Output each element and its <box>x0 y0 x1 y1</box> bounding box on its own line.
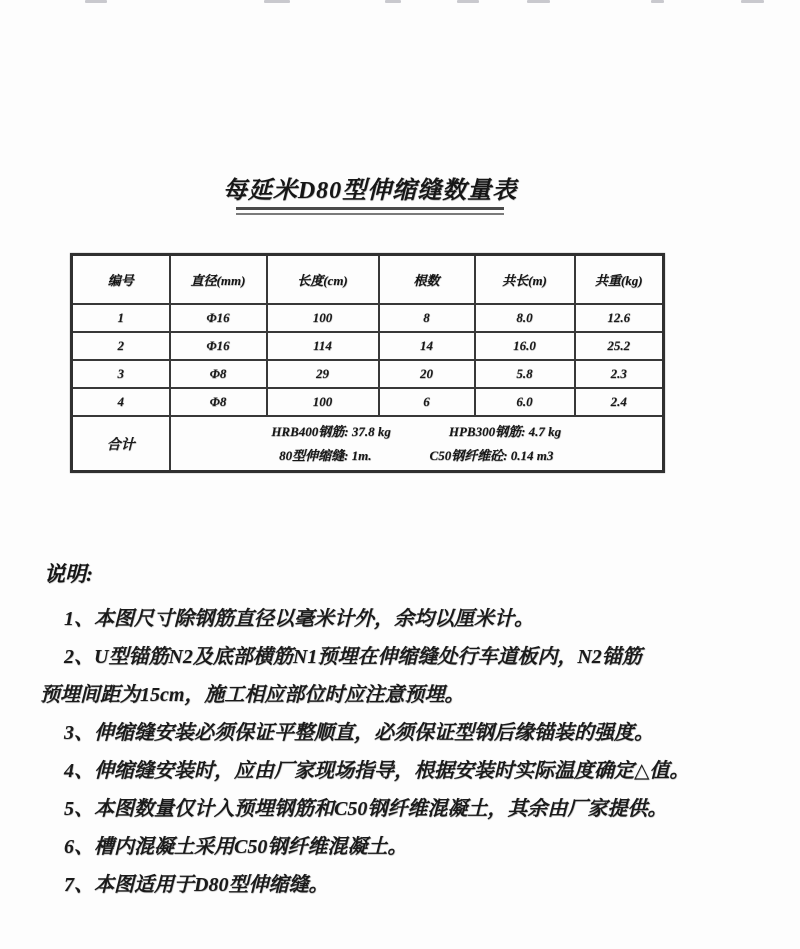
table-cell: 4 <box>72 388 170 416</box>
scan-artifact-mark <box>457 0 479 3</box>
table-cell: 29 <box>267 360 379 388</box>
table-cell: 25.2 <box>575 332 664 360</box>
table-cell: Φ8 <box>170 360 267 388</box>
table-cell: 3 <box>72 360 170 388</box>
header-cell-number: 编号 <box>72 255 170 305</box>
scan-artifact-mark <box>651 0 664 3</box>
scan-artifact-mark <box>264 0 290 3</box>
table-header-row <box>72 255 664 305</box>
table-row <box>72 304 664 332</box>
table-cell: Φ8 <box>170 388 267 416</box>
table-row <box>72 388 664 416</box>
summary-label-cell: 合计 <box>72 416 170 472</box>
table-row <box>72 360 664 388</box>
table-cell: Φ16 <box>170 304 267 332</box>
title-underline <box>236 207 504 210</box>
note-line-5: 5、本图数量仅计入预埋钢筋和C50钢纤维混凝土，其余由厂家提供。 <box>64 798 668 820</box>
table-summary-row <box>72 416 664 472</box>
table-cell: 2 <box>72 332 170 360</box>
scan-artifact-mark <box>85 0 107 3</box>
summary-line-2 <box>171 444 663 468</box>
table-row <box>72 332 664 360</box>
summary-concrete: C50钢纤维砼: 0.14 m3 <box>429 447 554 463</box>
note-line-6: 6、槽内混凝土采用C50钢纤维混凝土。 <box>64 836 408 858</box>
scan-artifact-mark <box>741 0 764 3</box>
table-cell: 16.0 <box>475 332 575 360</box>
notes-heading: 说明: <box>44 562 93 586</box>
note-line-1: 1、本图尺寸除钢筋直径以毫米计外，余均以厘米计。 <box>64 608 534 630</box>
header-cell-total-weight: 共重(kg) <box>575 255 664 305</box>
table-cell: 8.0 <box>475 304 575 332</box>
notes-section <box>40 558 770 904</box>
table-cell: 2.3 <box>575 360 664 388</box>
header-cell-total-length: 共长(m) <box>475 255 575 305</box>
table-cell: 1 <box>72 304 170 332</box>
header-cell-diameter: 直径(mm) <box>170 255 267 305</box>
header-cell-length: 长度(cm) <box>267 255 379 305</box>
summary-hpb300: HPB300钢筋: 4.7 kg <box>448 423 562 439</box>
table-cell: 20 <box>379 360 475 388</box>
page-title: 每延米D80型伸缩缝数量表 <box>222 178 518 204</box>
table-cell: 8 <box>379 304 475 332</box>
header-cell-count: 根数 <box>379 255 475 305</box>
table-cell: 14 <box>379 332 475 360</box>
table-cell: 5.8 <box>475 360 575 388</box>
summary-joint: 80型伸缩缝: 1m. <box>279 447 372 463</box>
table-cell: Φ16 <box>170 332 267 360</box>
table-cell: 2.4 <box>575 388 664 416</box>
table-cell: 114 <box>267 332 379 360</box>
note-line-7: 7、本图适用于D80型伸缩缝。 <box>64 874 329 896</box>
table-cell: 100 <box>267 388 379 416</box>
note-line-4: 4、伸缩缝安装时，应由厂家现场指导，根据安装时实际温度确定△值。 <box>64 760 690 782</box>
note-line-3: 3、伸缩缝安装必须保证平整顺直，必须保证型钢后缘锚装的强度。 <box>64 722 654 744</box>
summary-hrb400: HRB400钢筋: 37.8 kg <box>271 423 391 439</box>
title-underline <box>236 213 504 215</box>
table-cell: 12.6 <box>575 304 664 332</box>
scan-artifact-mark <box>527 0 550 3</box>
table-cell: 6.0 <box>475 388 575 416</box>
table-cell: 100 <box>267 304 379 332</box>
note-line-2a: 2、U型锚筋N2及底部横筋N1预埋在伸缩缝处行车道板内，N2锚筋 <box>64 646 642 668</box>
scan-artifact-mark <box>385 0 401 3</box>
note-line-2b: 预埋间距为15cm，施工相应部位时应注意预埋。 <box>40 684 465 706</box>
quantity-table <box>70 253 665 473</box>
summary-body-cell <box>170 416 664 472</box>
table-cell: 6 <box>379 388 475 416</box>
summary-line-1 <box>171 420 663 444</box>
